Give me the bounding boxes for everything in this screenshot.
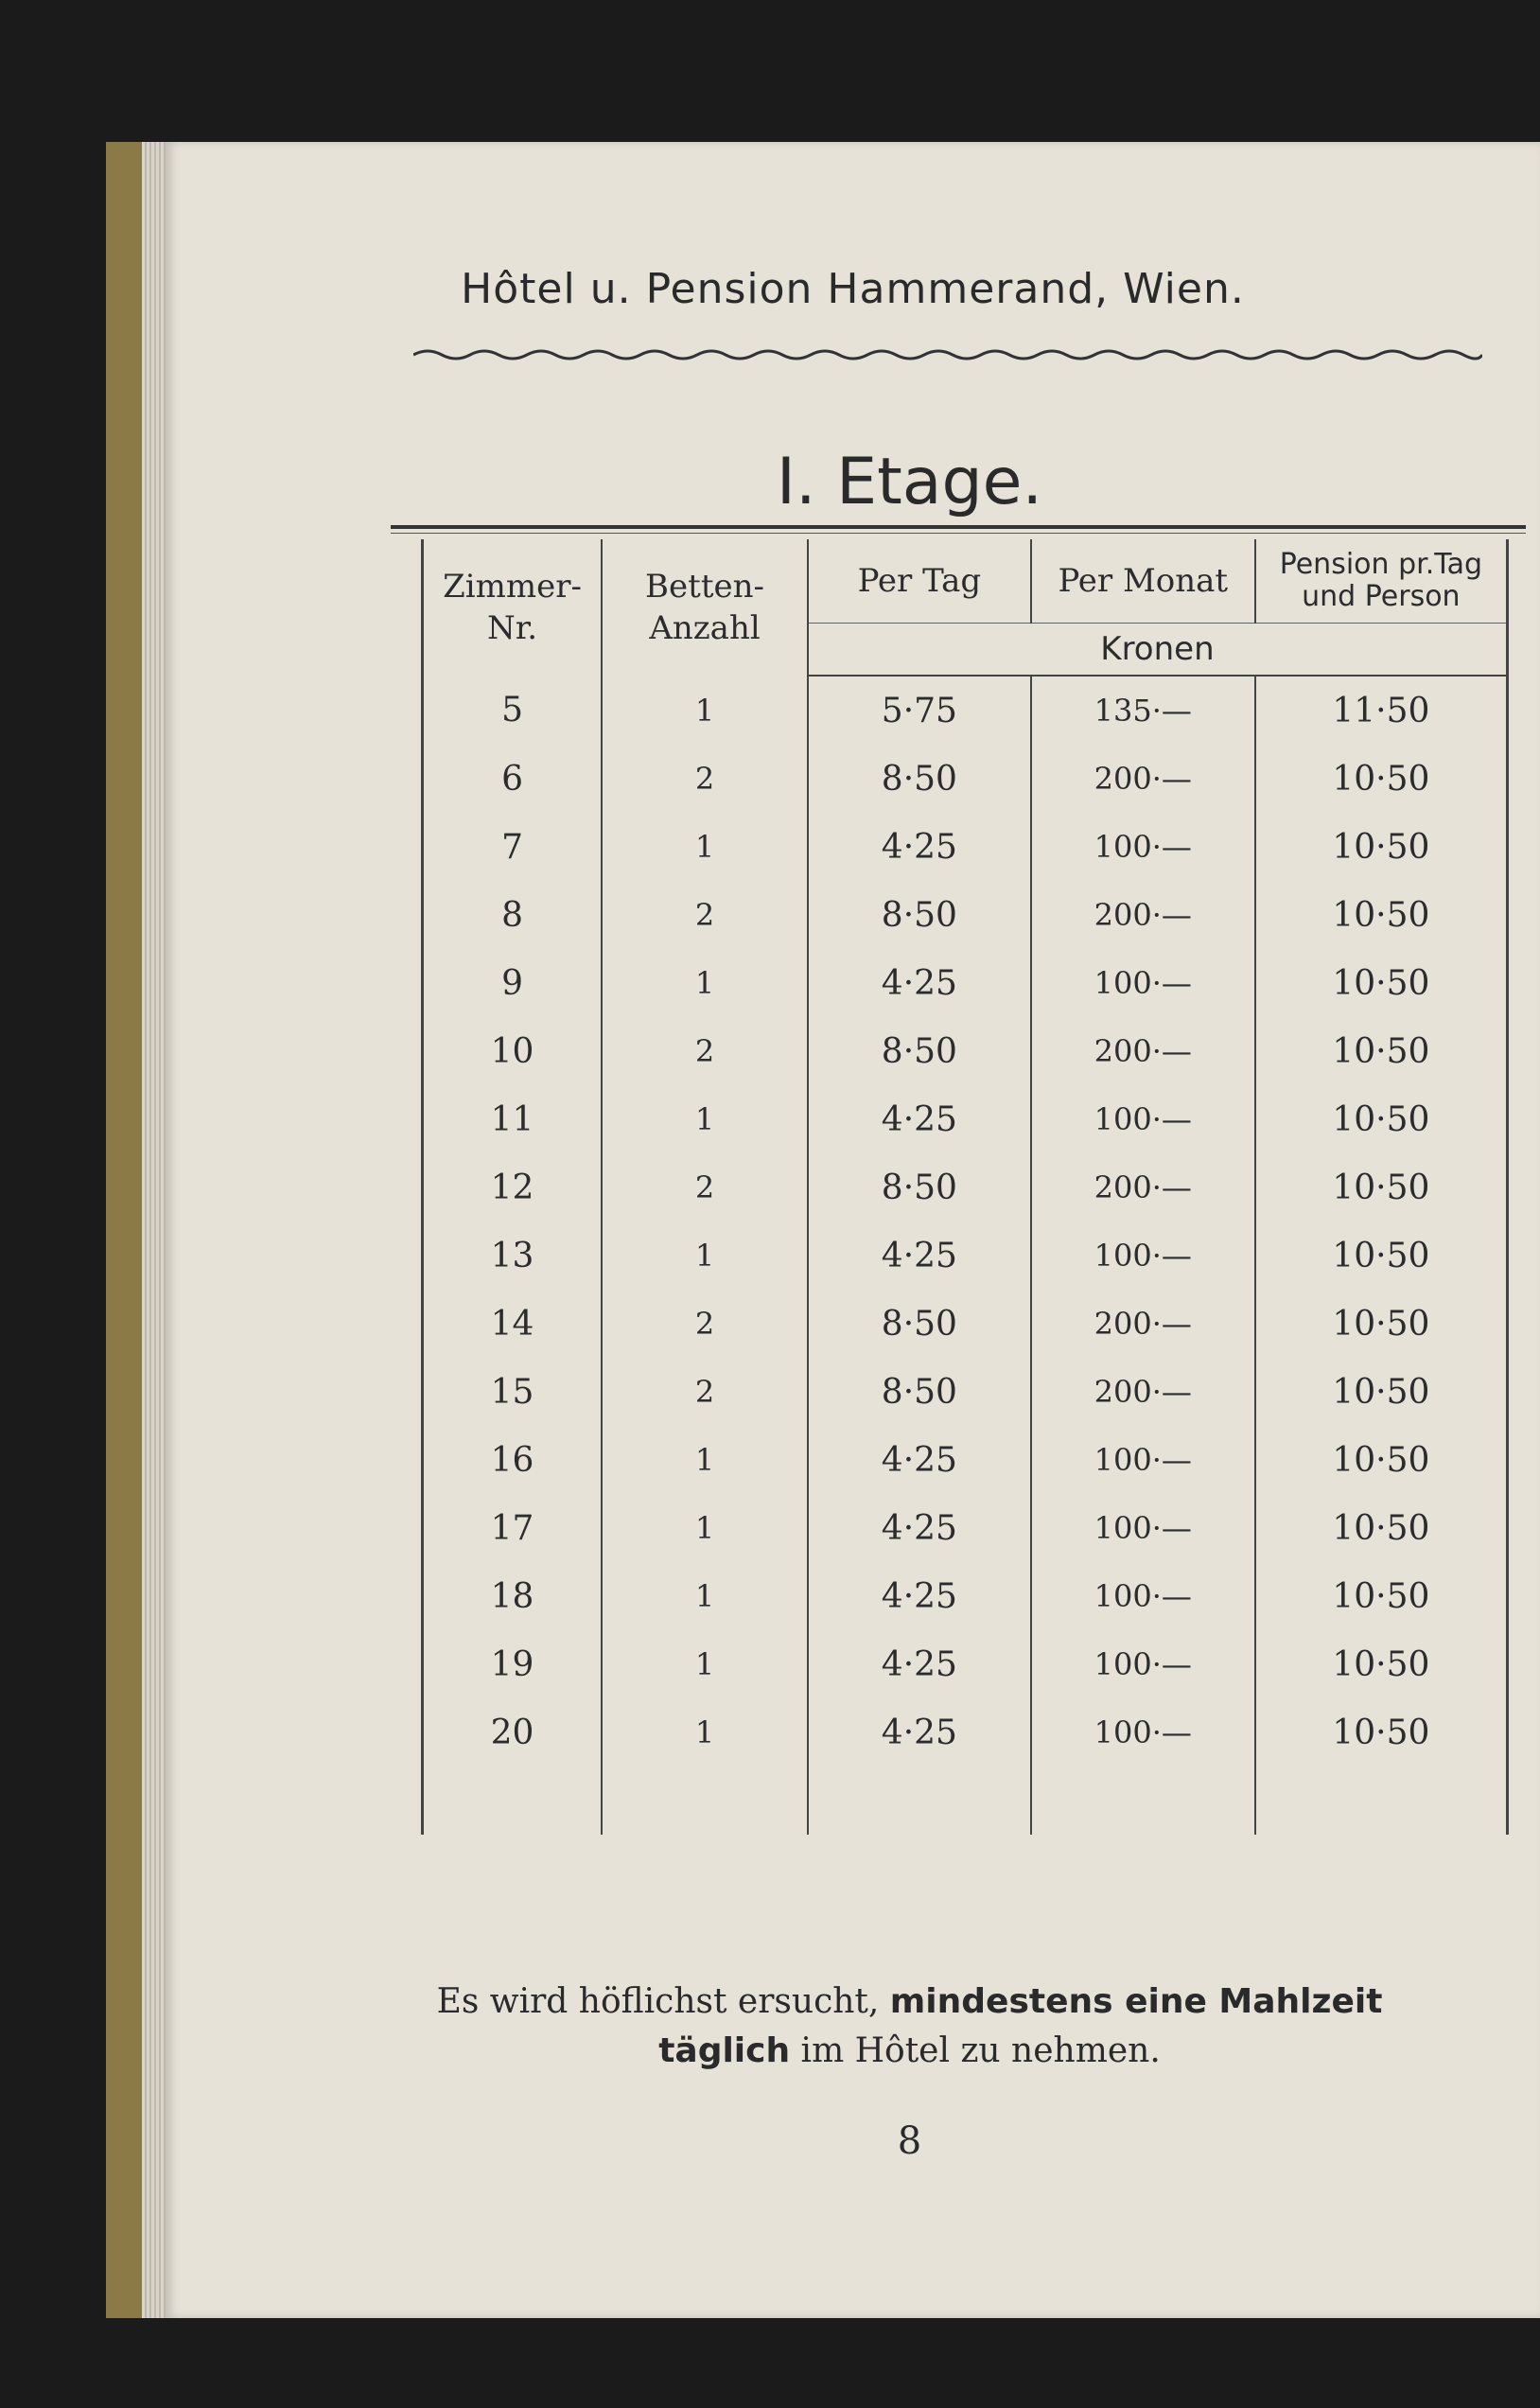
cell-pension: 10·50 xyxy=(1255,745,1508,813)
cell-pension: 10·50 xyxy=(1255,1562,1508,1630)
cell-betten: 1 xyxy=(602,1494,808,1562)
table-top-rule-thin xyxy=(391,533,1526,534)
cell-zimmer: 18 xyxy=(423,1562,603,1630)
cell-pension: 10·50 xyxy=(1255,1222,1508,1290)
cell-zimmer: 14 xyxy=(423,1290,603,1358)
cell-per-monat: 100·— xyxy=(1031,1222,1255,1290)
cell-zimmer: 11 xyxy=(423,1085,603,1153)
table-row xyxy=(423,1290,1508,1358)
cell-per-tag: 8·50 xyxy=(808,1290,1031,1358)
cell-per-monat: 200·— xyxy=(1031,881,1255,949)
table-row xyxy=(423,1153,1508,1222)
table-row xyxy=(423,1698,1508,1766)
cell-per-tag: 4·25 xyxy=(808,813,1031,881)
cell-per-tag: 4·25 xyxy=(808,1222,1031,1290)
cell-pension: 10·50 xyxy=(1255,881,1508,949)
cell-zimmer: 12 xyxy=(423,1153,603,1222)
cell-per-monat: 100·— xyxy=(1031,813,1255,881)
table-row xyxy=(423,1358,1508,1426)
cell-pension: 10·50 xyxy=(1255,1153,1508,1222)
table-row xyxy=(423,676,1508,745)
cell-betten: 1 xyxy=(602,1630,808,1698)
cell-betten: 2 xyxy=(602,1017,808,1085)
cell-zimmer: 17 xyxy=(423,1494,603,1562)
cell-zimmer: 6 xyxy=(423,745,603,813)
cell-betten: 2 xyxy=(602,881,808,949)
cell-betten: 1 xyxy=(602,1426,808,1494)
cell-pension: 10·50 xyxy=(1255,1630,1508,1698)
cell-per-monat: 100·— xyxy=(1031,1426,1255,1494)
col-header-kronen: Kronen xyxy=(808,624,1508,677)
cell-per-tag: 4·25 xyxy=(808,1698,1031,1766)
cell-per-tag: 4·25 xyxy=(808,1085,1031,1153)
empty-cell xyxy=(1031,1766,1255,1835)
cell-zimmer: 10 xyxy=(423,1017,603,1085)
cell-per-monat: 200·— xyxy=(1031,1290,1255,1358)
cell-per-monat: 100·— xyxy=(1031,1630,1255,1698)
meal-note xyxy=(166,1977,1540,2076)
room-rates-table xyxy=(421,539,1509,1835)
floor-title: I. Etage. xyxy=(776,445,1043,519)
cell-per-tag: 4·25 xyxy=(808,1630,1031,1698)
table-row xyxy=(423,745,1508,813)
cell-per-monat: 100·— xyxy=(1031,949,1255,1017)
cell-per-tag: 5·75 xyxy=(808,676,1031,745)
cell-betten: 1 xyxy=(602,1562,808,1630)
table-body xyxy=(423,676,1508,1835)
col-header-per-monat: Per Monat xyxy=(1031,539,1255,624)
cell-betten: 2 xyxy=(602,1358,808,1426)
cell-per-monat: 135·— xyxy=(1031,676,1255,745)
cell-per-tag: 4·25 xyxy=(808,1562,1031,1630)
table-row xyxy=(423,881,1508,949)
empty-cell xyxy=(1255,1766,1508,1835)
cell-per-monat: 100·— xyxy=(1031,1085,1255,1153)
cell-zimmer: 5 xyxy=(423,676,603,745)
cell-betten: 1 xyxy=(602,1698,808,1766)
cell-zimmer: 13 xyxy=(423,1222,603,1290)
cell-betten: 1 xyxy=(602,676,808,745)
cell-pension: 10·50 xyxy=(1255,1494,1508,1562)
book-page xyxy=(166,142,1540,2318)
cell-per-monat: 200·— xyxy=(1031,1358,1255,1426)
cell-zimmer: 7 xyxy=(423,813,603,881)
cell-pension: 10·50 xyxy=(1255,949,1508,1017)
cell-per-monat: 100·— xyxy=(1031,1562,1255,1630)
note-text-1: Es wird höflichst ersucht, xyxy=(436,1982,890,2021)
empty-cell xyxy=(808,1766,1031,1835)
cell-pension: 10·50 xyxy=(1255,1358,1508,1426)
table-row xyxy=(423,1017,1508,1085)
cell-betten: 1 xyxy=(602,949,808,1017)
cell-per-tag: 4·25 xyxy=(808,949,1031,1017)
cell-pension: 10·50 xyxy=(1255,1085,1508,1153)
col-header-betten: Betten- Anzahl xyxy=(602,539,808,676)
cell-per-tag: 4·25 xyxy=(808,1426,1031,1494)
cell-betten: 2 xyxy=(602,745,808,813)
note-bold-1: mindestens eine Mahlzeit xyxy=(889,1982,1383,2021)
cell-per-tag: 8·50 xyxy=(808,1017,1031,1085)
empty-cell xyxy=(602,1766,808,1835)
cell-per-tag: 8·50 xyxy=(808,881,1031,949)
cell-pension: 10·50 xyxy=(1255,813,1508,881)
table-top-rule xyxy=(391,525,1526,529)
cell-per-tag: 8·50 xyxy=(808,1358,1031,1426)
cell-betten: 2 xyxy=(602,1153,808,1222)
table-row xyxy=(423,949,1508,1017)
cell-zimmer: 19 xyxy=(423,1630,603,1698)
cell-betten: 1 xyxy=(602,1085,808,1153)
cell-per-tag: 8·50 xyxy=(808,745,1031,813)
col-header-zimmer: Zimmer- Nr. xyxy=(423,539,603,676)
cell-per-monat: 100·— xyxy=(1031,1494,1255,1562)
cell-zimmer: 8 xyxy=(423,881,603,949)
cell-zimmer: 20 xyxy=(423,1698,603,1766)
cell-per-tag: 4·25 xyxy=(808,1494,1031,1562)
table-row xyxy=(423,1630,1508,1698)
table-row xyxy=(423,1222,1508,1290)
cell-zimmer: 15 xyxy=(423,1358,603,1426)
col-header-per-tag: Per Tag xyxy=(808,539,1031,624)
table-row xyxy=(423,1426,1508,1494)
cell-betten: 1 xyxy=(602,1222,808,1290)
cell-pension: 10·50 xyxy=(1255,1290,1508,1358)
note-bold-2: täglich xyxy=(658,2031,791,2070)
cell-per-monat: 200·— xyxy=(1031,745,1255,813)
page-header: Hôtel u. Pension Hammerand, Wien. xyxy=(461,265,1245,313)
header-wavy-rule xyxy=(413,345,1482,364)
cell-zimmer: 16 xyxy=(423,1426,603,1494)
note-text-2: im Hôtel zu nehmen. xyxy=(790,2031,1161,2070)
cell-pension: 10·50 xyxy=(1255,1426,1508,1494)
cell-betten: 2 xyxy=(602,1290,808,1358)
cell-betten: 1 xyxy=(602,813,808,881)
cell-pension: 10·50 xyxy=(1255,1698,1508,1766)
page-number: 8 xyxy=(897,2119,922,2163)
cell-pension: 11·50 xyxy=(1255,676,1508,745)
table-row xyxy=(423,1562,1508,1630)
table-row xyxy=(423,1085,1508,1153)
cell-pension: 10·50 xyxy=(1255,1017,1508,1085)
cell-per-tag: 8·50 xyxy=(808,1153,1031,1222)
table-spacer-row xyxy=(423,1766,1508,1835)
table-row xyxy=(423,1494,1508,1562)
cell-zimmer: 9 xyxy=(423,949,603,1017)
table-row xyxy=(423,813,1508,881)
cell-per-monat: 100·— xyxy=(1031,1698,1255,1766)
empty-cell xyxy=(423,1766,603,1835)
cell-per-monat: 200·— xyxy=(1031,1017,1255,1085)
col-header-pension: Pension pr.Tag und Person xyxy=(1255,539,1508,624)
cell-per-monat: 200·— xyxy=(1031,1153,1255,1222)
